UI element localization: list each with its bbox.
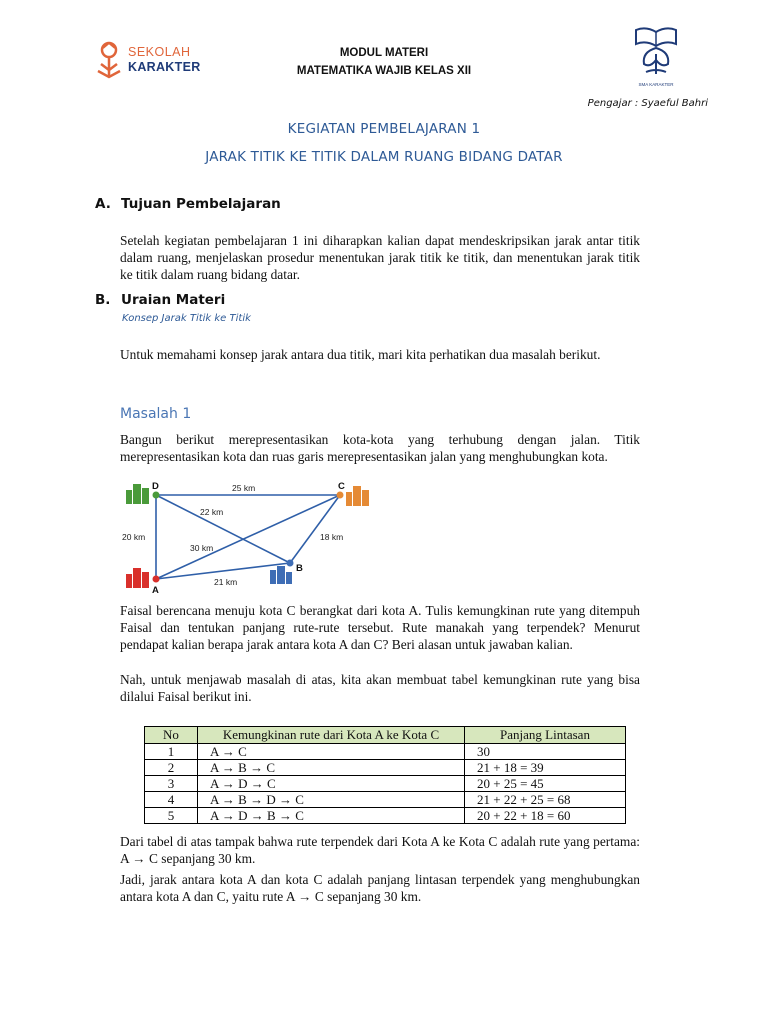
module-title [200,44,568,80]
cell-route: A → D → B → C [198,808,465,824]
logo-text-sekolah: SEKOLAH [128,45,191,59]
road-b-c [290,495,340,563]
vertex-label-c: C [338,481,345,492]
conclusion-2: Jadi, jarak antara kota A dan kota C adalah panjang lintasan terpendek yang menghubungkan antara kota A dan C, yaitu rute A → C sepanjang 30 km. [120,872,640,904]
module-title-line1: MODUL MATERI [339,47,429,59]
building-red-icon [126,568,149,588]
section-b-heading [95,292,225,308]
emblem-caption: SMA KARAKTER [638,82,674,87]
building-green-icon [126,484,149,504]
col-header-route: Kemungkinan rute dari Kota A ke Kota C [198,727,465,744]
vertex-b [287,560,294,567]
module-title-line2: MATEMATIKA WAJIB KELAS XII [296,65,472,77]
edge-label-a-b: 21 km [214,577,238,587]
sekolah-karakter-logo [92,40,202,82]
section-a-text: Setelah kegiatan pembelajaran 1 ini diharapkan kalian dapat mendeskripsikan jarak antar titik dalam ruang, menjelaskan prosedur menentukan jarak titik ke titik, dan menentukan jarak titik ke titik dalam ruang bidang datar. [120,233,640,282]
section-a-title: Tujuan Pembelajaran [121,196,281,212]
masalah-text: Bangun berikut merepresentasikan kota-kota yang terhubung dengan jalan. Titik merepresentasikan kota dan ruas garis merepresentasikan jalan yang menghubungkan kota. [120,432,640,464]
vertex-c [337,492,344,499]
section-b-intro: Untuk memahami konsep jarak antara dua titik, mari kita perhatikan dua masalah berikut. [120,347,601,362]
cell-no: 3 [145,776,198,792]
problem-text: Faisal berencana menuju kota C berangkat dari kota A. Tulis kemungkinan rute yang ditempuh Faisal dan tentukan panjang rute-rute tersebut. Rute manakah yang terpendek? Menurut pendapat kalian berapa jarak antara kota A dan C? Beri alasan untuk jawaban kalian. [120,603,640,652]
cell-length: 20 + 22 + 18 = 60 [465,808,626,824]
vertex-d [153,492,160,499]
cell-no: 4 [145,792,198,808]
cell-length: 20 + 25 = 45 [465,776,626,792]
city-road-graph [118,478,380,598]
cell-route: A → B → D → C [198,792,465,808]
section-a-label: A. [95,196,111,212]
cell-no: 2 [145,760,198,776]
section-a-heading [95,196,281,212]
table-header-row [145,727,626,744]
lesson-subtitle: JARAK TITIK KE TITIK DALAM RUANG BIDANG DATAR [205,149,563,165]
road-d-b [156,495,290,563]
col-header-no: No [145,727,198,744]
cell-length: 21 + 18 = 39 [465,760,626,776]
vertex-label-d: D [152,481,159,492]
vertex-label-a: A [152,585,159,596]
table-row [145,760,626,776]
edge-label-d-a: 20 km [122,532,146,542]
book-tree-emblem-icon [632,24,680,82]
kegiatan-title: KEGIATAN PEMBELAJARAN 1 [287,121,481,137]
cell-length: 21 + 22 + 25 = 68 [465,792,626,808]
masalah-title: Masalah 1 [120,406,192,422]
edge-label-d-c: 25 km [232,483,256,493]
cell-no: 1 [145,744,198,760]
edge-label-d-b: 22 km [200,507,224,517]
vertex-label-b: B [296,563,303,574]
vertex-a [153,576,160,583]
cell-length: 30 [465,744,626,760]
edge-label-b-c: 18 km [320,532,344,542]
building-orange-icon [346,486,369,506]
section-b-subtitle: Konsep Jarak Titik ke Titik [122,313,251,324]
cell-route: A → D → C [198,776,465,792]
logo-text-karakter: KARAKTER [128,60,201,74]
section-b-title: Uraian Materi [121,292,226,308]
building-blue-icon [270,566,292,584]
cell-route: A → C [198,744,465,760]
route-table [144,726,626,824]
sma-karakter-emblem [632,24,680,90]
edge-label-a-c: 30 km [190,543,214,553]
logo-tree-icon [92,40,126,80]
table-row [145,792,626,808]
table-row [145,808,626,824]
table-row [145,744,626,760]
road-a-c [156,495,340,579]
col-header-length: Panjang Lintasan [465,727,626,744]
table-intro: Nah, untuk menjawab masalah di atas, kita akan membuat tabel kemungkinan rute yang bisa dilalui Faisal berikut ini. [120,672,640,704]
cell-route: A → B → C [198,760,465,776]
table-row [145,776,626,792]
teacher-name: Pengajar : Syaeful Bahri [587,98,708,109]
cell-no: 5 [145,808,198,824]
section-b-label: B. [95,292,111,308]
conclusion-1: Dari tabel di atas tampak bahwa rute terpendek dari Kota A ke Kota C adalah rute yang pertama: A → C sepanjang 30 km. [120,834,640,866]
